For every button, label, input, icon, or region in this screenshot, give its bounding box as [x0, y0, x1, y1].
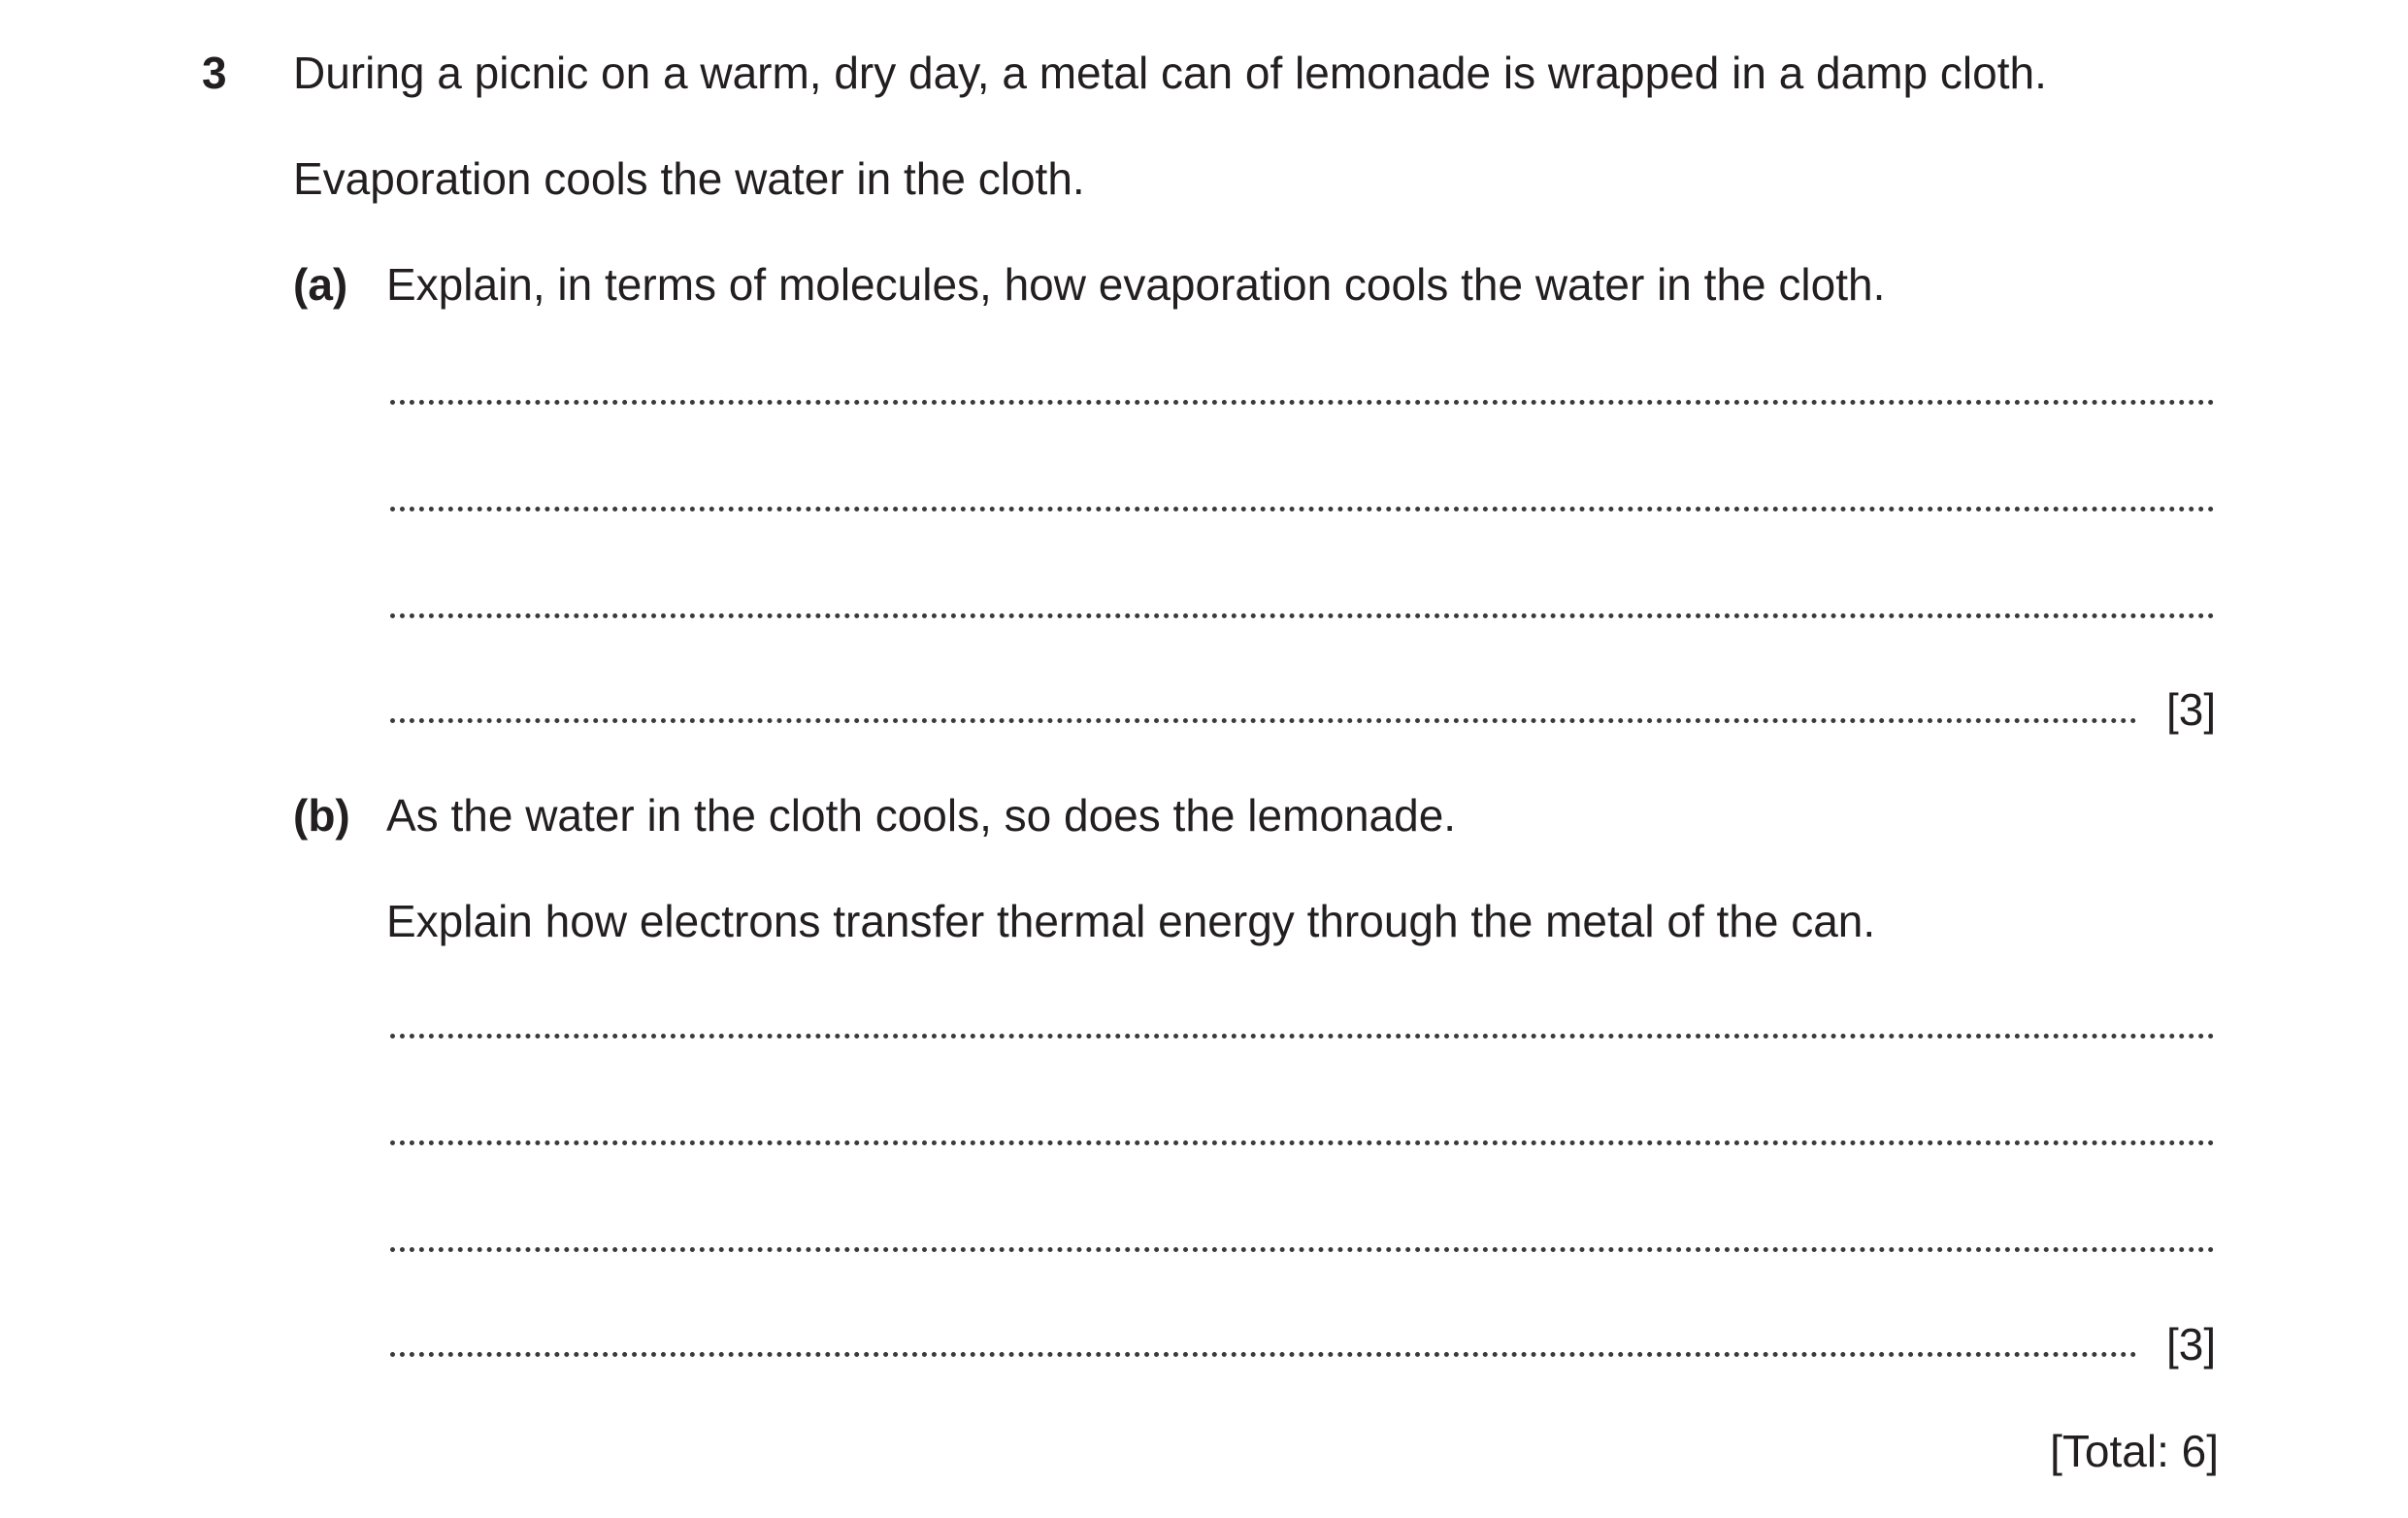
part-b-answer-line-4[interactable]	[390, 1352, 2137, 1357]
question-stem-line-1: During a picnic on a warm, dry day, a metal can of lemonade is wrapped in a damp cloth.	[293, 48, 2047, 98]
question-stem-line-2: Evaporation cools the water in the cloth.	[293, 153, 1085, 204]
question-number: 3	[202, 48, 227, 98]
part-b-intro: As the water in the cloth cools, so does the lemonade.	[386, 790, 1457, 841]
part-a-question: Explain, in terms of molecules, how evaporation cools the water in the cloth.	[386, 259, 1886, 310]
part-b-answer-line-1[interactable]	[390, 1034, 2215, 1039]
part-b-answer-line-3[interactable]	[390, 1247, 2215, 1252]
part-a-answer-line-3[interactable]	[390, 613, 2215, 618]
part-b-answer-line-2[interactable]	[390, 1140, 2215, 1145]
part-a-answer-line-1[interactable]	[390, 400, 2215, 405]
part-a-label: (a)	[293, 259, 348, 310]
total-marks: [Total: 6]	[2050, 1426, 2219, 1476]
part-a-answer-line-2[interactable]	[390, 507, 2215, 512]
part-a-answer-line-4[interactable]	[390, 718, 2137, 723]
part-b-marks: [3]	[2166, 1319, 2217, 1370]
part-b-question: Explain how electrons transfer thermal energy through the metal of the can.	[386, 896, 1876, 946]
part-b-label: (b)	[293, 790, 350, 841]
part-a-marks: [3]	[2166, 684, 2217, 735]
